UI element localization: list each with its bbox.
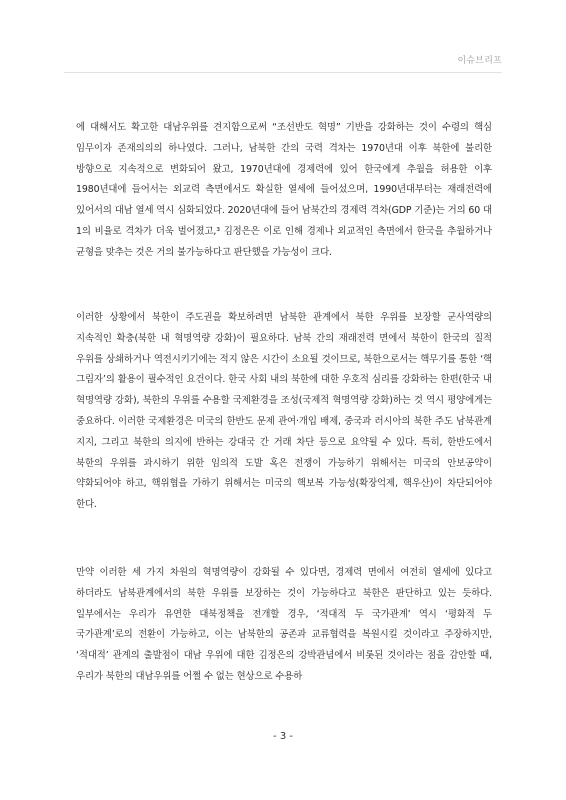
header-label: 이슈브리프 [457,56,502,66]
header-divider [64,72,502,73]
paragraph: 만약 이러한 세 가지 차원의 혁명역량이 강화될 수 있다면, 경제력 면에서 여전히 열세에 있다고 하더라도 남북관계에서의 북한 우위를 보장하는 것이 가능하다고 북한은 판단하고 있는 듯하다. 일부에서는 우리가 유연한 대북정책을 전개할 경우, ‘적대적 두 국가관계’ 역시 ‘평화적 두 국가관계’로의 전환이 가능하고, 이는 남북한의 공존과 교류협력을 복원시킬 것이라고 주장하지만, ‘적대적’ 관계의 출발점이 대남 우위에 대한 김정은의 강박관념에서 비롯된 것이라는 점을 감안할 때, 우리가 북한의 대남우위를 어쩔 수 없는 현상으로 수용하 [76,567,492,682]
paragraph: 이러한 상황에서 북한이 주도권을 확보하려면 남북한 관계에서 북한 우위를 보장할 군사역량의 지속적인 확충(북한 내 혁명역량 강화)이 필요하다. 남북 간의 재래전력 면에서 북한이 한국의 질적 우위를 상쇄하거나 역전시키기에는 적지 않은 시간이 소요될 것이므로, 북한으로서는 핵무기를 통한 ‘핵 그림자’의 활용이 필수적인 요건이다. 한국 사회 내의 북한에 대한 우호적 심리를 강화하는 한편(한국 내 혁명역량 강화), 북한의 우위를 수용할 국제환경을 조성(국제적 혁명역량 강화)하는 것 역시 평양에게는 중요하다. 이러한 국제환경은 미국의 한반도 문제 관여·개입 배제, 중국과 러시아의 북한 주도 남북관계 지지, 그리고 북한의 의지에 반하는 강대국 간 거래 차단 등으로 요약될 수 있다. 특히, 한반도에서 북한의 우위를 과시하기 위한 임의적 도발 혹은 전쟁이 가능하기 위해서는 미국의 안보공약이 약화되어야 하고, 핵위협을 가하기 위해서는 미국의 핵보복 가능성(확장억제, 핵우산)이 차단되어야 한다. [76,312,492,511]
page-number: - 3 - [273,731,293,742]
paragraph: 에 대해서도 확고한 대남우위를 견지함으로써 “조선반도 혁명” 기반을 강화하는 것이 수령의 핵심 임무이자 존재의의의 하나였다. 그러나, 남북한 간의 국력 격차는 1970년대 이후 북한에 불리한 방향으로 지속적으로 변화되어 왔고, 1970년대에 경제력에 있어 한국에게 추월을 허용한 이후 1980년대에 들어서는 외교력 측면에서도 확실한 열세에 들어섰으며, 1990년대부터는 재래전력에 있어서의 대남 열세 역시 심화되었다. 2020년대에 들어 남북간의 경제력 격차(GDP 기준)는 거의 60 대 1의 비율로 격차가 더욱 벌어졌고,³ 김정은은 이로 인해 경제나 외교적인 측면에서 한국을 추월하거나 균형을 맞추는 것은 거의 불가능하다고 판단했을 가능성이 크다. [76,122,492,258]
